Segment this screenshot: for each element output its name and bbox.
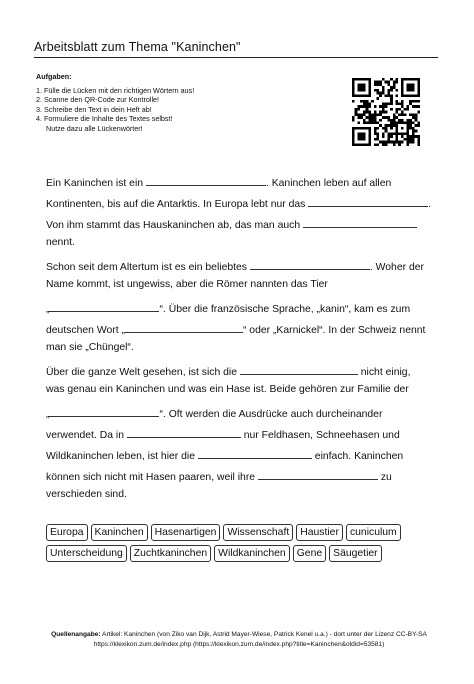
text-line: Von ihm stammt das Hauskaninchen ab, das man auch bbox=[46, 216, 417, 231]
text-line: Schon seit dem Altertum ist es ein beliebtes . Woher der bbox=[46, 258, 424, 273]
text-line: deutschen Wort „ “ oder „Karnickel“. In der Schweiz nennt bbox=[46, 321, 425, 336]
gap-blank[interactable] bbox=[198, 447, 312, 459]
gap-blank[interactable] bbox=[258, 468, 378, 480]
task-item: 4. Formuliere die Inhalte des Textes selbst! bbox=[36, 114, 173, 124]
title-divider bbox=[34, 57, 438, 58]
word-chip[interactable]: Haustier bbox=[296, 524, 343, 541]
source-label: Quellenangabe: bbox=[51, 631, 101, 638]
word-chip[interactable]: Gene bbox=[293, 545, 326, 562]
gap-blank[interactable] bbox=[250, 258, 370, 270]
word-bank-row bbox=[46, 543, 446, 564]
text-line: Wildkaninchen leben, ist hier die einfach. Kaninchen bbox=[46, 447, 403, 462]
text-line: man sie „Chüngel“. bbox=[46, 342, 134, 353]
word-chip[interactable]: Europa bbox=[46, 524, 88, 541]
task-note: Nutze dazu alle Lückenwörter! bbox=[46, 123, 143, 133]
gap-blank[interactable] bbox=[49, 300, 159, 312]
word-bank-row bbox=[46, 522, 446, 543]
word-bank bbox=[46, 522, 446, 564]
text-line: „ “. Über die französische Sprache, „kanin“, kam es zum bbox=[46, 300, 410, 315]
text-line: können sich nicht mit Hasen paaren, weil ihre zu bbox=[46, 468, 392, 483]
gap-blank[interactable] bbox=[240, 363, 358, 375]
word-chip[interactable]: Säugetier bbox=[329, 545, 381, 562]
task-heading: Aufgaben: bbox=[36, 72, 72, 81]
source-line: Artikel: Kaninchen (von Ziko van Dijk, Astrid Mayer-Wiese, Patrick Kenel u.a.) - dort unter der Lizenz CC-BY-SA bbox=[100, 631, 427, 638]
word-chip[interactable]: Wildkaninchen bbox=[214, 545, 290, 562]
task-item: 2. Scanne den QR-Code zur Kontrolle! bbox=[36, 95, 160, 105]
gap-blank[interactable] bbox=[125, 321, 243, 333]
text-line: verwendet. Da in nur Feldhasen, Schneehasen und bbox=[46, 426, 400, 441]
gap-blank[interactable] bbox=[127, 426, 241, 438]
text-line: „ “. Oft werden die Ausdrücke auch durcheinander bbox=[46, 405, 382, 420]
text-line: Über die ganze Welt gesehen, ist sich die nicht einig, bbox=[46, 363, 410, 378]
source-link[interactable]: https://klexikon.zum.de/index.php (https://klexikon.zum.de/index.php?title=Kaninchen&oldid=53581) bbox=[93, 641, 385, 648]
word-chip[interactable]: Zuchtkaninchen bbox=[130, 545, 211, 562]
task-item: 3. Schreibe den Text in dein Heft ab! bbox=[36, 104, 152, 114]
word-chip[interactable]: cuniculum bbox=[346, 524, 401, 541]
task-item: 1. Fülle die Lücken mit den richtigen Wörtern aus! bbox=[36, 85, 195, 95]
gap-blank[interactable] bbox=[303, 216, 417, 228]
word-chip[interactable]: Wissenschaft bbox=[223, 524, 293, 541]
text-line: was genau ein Kaninchen und was ein Hase ist. Beide gehören zur Familie der bbox=[46, 384, 409, 395]
gap-blank[interactable] bbox=[308, 195, 428, 207]
text-line: nennt. bbox=[46, 237, 75, 248]
word-chip[interactable]: Unterscheidung bbox=[46, 545, 127, 562]
text-line: Name kommt, ist ungewiss, aber die Römer nannten das Tier bbox=[46, 279, 328, 290]
qr-code-icon bbox=[352, 78, 420, 146]
word-chip[interactable]: Kaninchen bbox=[91, 524, 148, 541]
word-chip[interactable]: Hasenartigen bbox=[151, 524, 221, 541]
gap-blank[interactable] bbox=[49, 405, 159, 417]
source-citation bbox=[34, 630, 444, 650]
gap-blank[interactable] bbox=[146, 174, 266, 186]
page-title: Arbeitsblatt zum Thema "Kaninchen" bbox=[34, 40, 241, 54]
text-line: Kontinenten, bis auf die Antarktis. In Europa lebt nur das . bbox=[46, 195, 431, 210]
text-line: Ein Kaninchen ist ein . Kaninchen leben auf allen bbox=[46, 174, 391, 189]
text-line: verschieden sind. bbox=[46, 489, 127, 500]
task-list bbox=[36, 72, 194, 134]
